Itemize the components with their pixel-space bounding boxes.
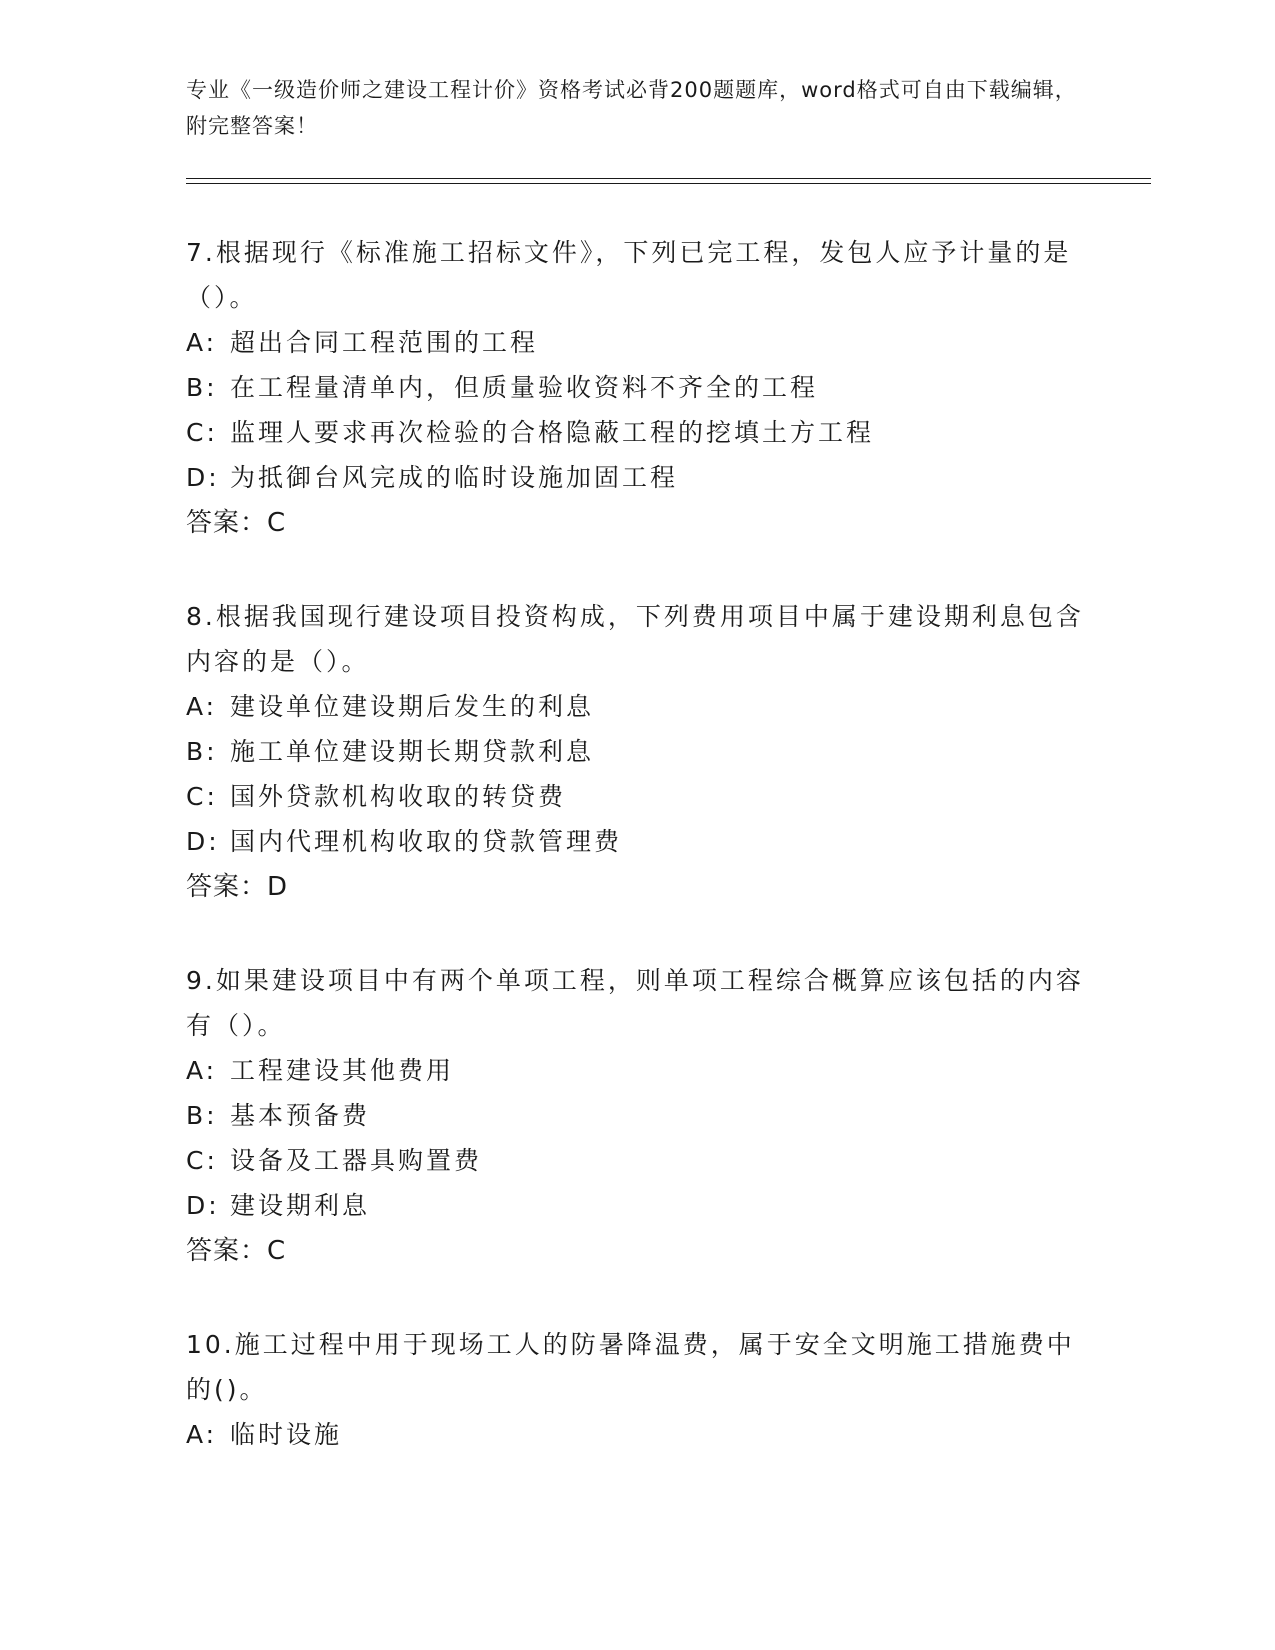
option-a bbox=[186, 320, 1086, 365]
option-letter: A: bbox=[186, 1056, 218, 1085]
option-c bbox=[186, 774, 1086, 819]
option-letter: C: bbox=[186, 418, 218, 447]
option-letter: B: bbox=[186, 737, 218, 766]
option-text: 建设期利息 bbox=[230, 1191, 371, 1220]
option-letter: C: bbox=[186, 782, 218, 811]
option-d bbox=[186, 1183, 1086, 1228]
answer: 答案：C bbox=[186, 508, 287, 538]
question-stem: 10.施工过程中用于现场工人的防暑降温费，属于安全文明施工措施费中的()。 bbox=[186, 1330, 1075, 1404]
option-c bbox=[186, 410, 1086, 455]
option-text: 国内代理机构收取的贷款管理费 bbox=[230, 827, 623, 856]
option-text: 建设单位建设期后发生的利息 bbox=[230, 692, 595, 721]
option-letter: A: bbox=[186, 1420, 218, 1449]
option-b bbox=[186, 1093, 1086, 1138]
option-letter: B: bbox=[186, 373, 218, 402]
question-9 bbox=[186, 958, 1086, 1274]
option-text: 设备及工器具购置费 bbox=[230, 1146, 483, 1175]
question-stem: 8.根据我国现行建设项目投资构成，下列费用项目中属于建设期利息包含内容的是（）。 bbox=[186, 602, 1084, 676]
answer: 答案：D bbox=[186, 872, 289, 902]
option-letter: C: bbox=[186, 1146, 218, 1175]
option-letter: B: bbox=[186, 1101, 218, 1130]
option-text: 监理人要求再次检验的合格隐蔽工程的挖填土方工程 bbox=[230, 418, 875, 447]
option-d bbox=[186, 455, 1086, 500]
option-letter: A: bbox=[186, 692, 218, 721]
option-b bbox=[186, 729, 1086, 774]
question-8 bbox=[186, 594, 1086, 910]
option-a bbox=[186, 684, 1086, 729]
option-letter: D: bbox=[186, 1191, 220, 1220]
option-d bbox=[186, 819, 1086, 864]
option-text: 工程建设其他费用 bbox=[230, 1056, 455, 1085]
option-text: 基本预备费 bbox=[230, 1101, 371, 1130]
question-10 bbox=[186, 1322, 1086, 1457]
document-header: 专业《一级造价师之建设工程计价》资格考试必背200题题库，word格式可自由下载编辑，附完整答案！ bbox=[186, 78, 1077, 138]
option-text: 在工程量清单内，但质量验收资料不齐全的工程 bbox=[230, 373, 819, 402]
option-letter: D: bbox=[186, 827, 220, 856]
option-letter: A: bbox=[186, 328, 218, 357]
option-a bbox=[186, 1048, 1086, 1093]
option-letter: D: bbox=[186, 463, 220, 492]
question-stem: 7.根据现行《标准施工招标文件》，下列已完工程，发包人应予计量的是（）。 bbox=[186, 238, 1072, 312]
question-list bbox=[186, 230, 1086, 1505]
option-text: 为抵御台风完成的临时设施加固工程 bbox=[230, 463, 679, 492]
header-divider-top bbox=[186, 178, 1151, 179]
option-b bbox=[186, 365, 1086, 410]
option-a bbox=[186, 1412, 1086, 1457]
question-7 bbox=[186, 230, 1086, 546]
option-text: 国外贷款机构收取的转贷费 bbox=[230, 782, 567, 811]
option-text: 临时设施 bbox=[230, 1420, 343, 1449]
header-divider-bottom bbox=[186, 183, 1151, 184]
option-text: 施工单位建设期长期贷款利息 bbox=[230, 737, 595, 766]
option-c bbox=[186, 1138, 1086, 1183]
answer: 答案：C bbox=[186, 1236, 287, 1266]
question-stem: 9.如果建设项目中有两个单项工程，则单项工程综合概算应该包括的内容有（）。 bbox=[186, 966, 1084, 1040]
option-text: 超出合同工程范围的工程 bbox=[230, 328, 539, 357]
